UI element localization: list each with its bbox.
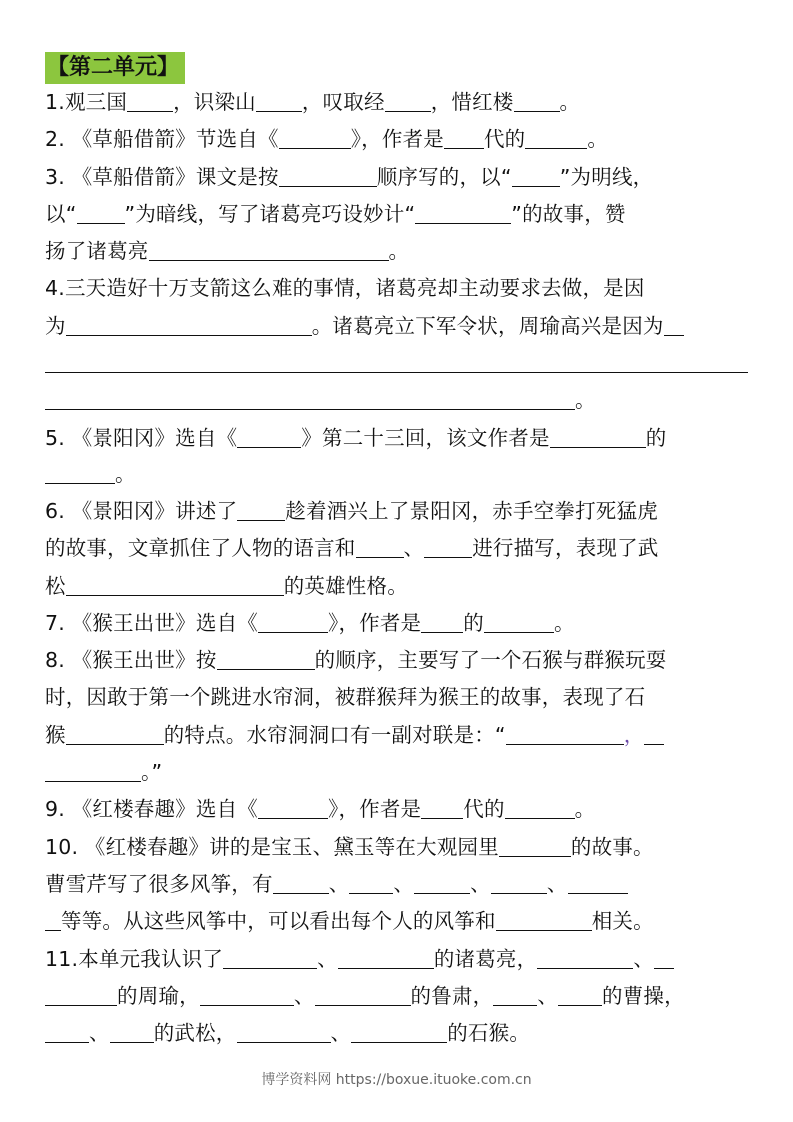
- answer-blank[interactable]: [273, 871, 329, 894]
- text: 、: [89, 1021, 110, 1046]
- answer-blank[interactable]: [45, 983, 117, 1006]
- question-5-line-1: [45, 420, 750, 456]
- answer-blank[interactable]: [66, 722, 164, 745]
- question-number: 9.: [45, 797, 65, 822]
- answer-blank[interactable]: [258, 610, 328, 633]
- text: 的顺序，主要写了一个石猴与群猴玩耍: [314, 648, 667, 673]
- question-3-line-1: [45, 159, 750, 196]
- question-8-line-1: [45, 642, 750, 679]
- text: ”的故事，赞: [511, 201, 626, 226]
- text: 观三国: [64, 90, 128, 114]
- text: 本单元我认识了: [78, 946, 224, 971]
- answer-blank[interactable]: [444, 126, 484, 149]
- text: 的特点。水帘洞洞口有一副对联是：“: [163, 722, 506, 747]
- question-8-line-4: [45, 754, 750, 791]
- text: 。诸葛亮立下军令状，周瑜高兴是因为: [311, 313, 664, 338]
- answer-blank[interactable]: [421, 796, 463, 819]
- question-number: 8.: [45, 648, 65, 673]
- text: 的故事，文章抓住了人物的语言和: [45, 536, 356, 561]
- text: 《猴王出世》选自《: [71, 610, 258, 635]
- answer-blank[interactable]: [505, 796, 575, 819]
- question-2: [45, 121, 750, 158]
- question-4-line-3: [45, 345, 750, 382]
- text: 三天造好十万支箭这么难的事情，诸葛亮却主动要求去做，是因: [64, 276, 645, 301]
- question-9: [45, 791, 750, 828]
- text: 。”: [141, 760, 163, 785]
- text: 趁着酒兴上了景阳冈，赤手空拳打死猛虎: [285, 498, 658, 523]
- text: ，识梁山: [173, 90, 256, 114]
- text: 。: [388, 239, 410, 264]
- text: 的故事。: [570, 834, 654, 859]
- answer-blank[interactable]: [217, 647, 315, 670]
- question-number: 7.: [45, 610, 65, 635]
- text: 代的: [483, 127, 526, 152]
- question-7: [45, 605, 750, 642]
- text: 为: [45, 313, 66, 338]
- question-11-line-1: [45, 941, 750, 978]
- text: 《景阳冈》选自《: [71, 425, 238, 450]
- answer-blank[interactable]: [45, 461, 115, 484]
- text: 、: [317, 946, 338, 971]
- question-3-line-2: [45, 196, 750, 233]
- answer-blank-full-line[interactable]: [45, 350, 748, 373]
- question-number: 4.: [45, 276, 65, 301]
- text: 《草船借箭》课文是按: [71, 164, 279, 189]
- text: 的石猴。: [447, 1021, 531, 1046]
- answer-blank[interactable]: [496, 908, 592, 931]
- question-6-line-1: [45, 493, 750, 530]
- answer-blank[interactable]: [127, 89, 173, 112]
- text: 《红楼春趣》讲的是宝玉、黛玉等在大观园里: [84, 834, 499, 859]
- text: 的曹操，: [602, 983, 685, 1008]
- answer-blank[interactable]: [506, 722, 624, 745]
- text: ，惜红楼: [430, 90, 514, 114]
- answer-blank[interactable]: [499, 834, 571, 857]
- text: 。: [587, 127, 609, 152]
- text: 》，作者是: [328, 797, 422, 822]
- answer-blank[interactable]: [338, 946, 434, 969]
- text: 《猴王出世》按: [71, 648, 217, 673]
- text: 以“: [45, 201, 77, 226]
- answer-blank[interactable]: [424, 535, 472, 558]
- question-4-line-2: [45, 308, 750, 345]
- answer-blank[interactable]: [66, 573, 284, 596]
- question-number: 6.: [45, 498, 65, 523]
- answer-blank[interactable]: [512, 164, 560, 187]
- text: 《景阳冈》讲述了: [71, 498, 238, 523]
- answer-blank[interactable]: [258, 796, 328, 819]
- answer-blank[interactable]: [315, 983, 411, 1006]
- answer-blank[interactable]: [558, 983, 602, 1006]
- question-10-line-2: [45, 866, 750, 903]
- answer-blank[interactable]: [644, 722, 664, 745]
- answer-blank[interactable]: [414, 871, 470, 894]
- answer-blank[interactable]: [149, 238, 389, 261]
- question-10-line-1: [45, 829, 750, 866]
- answer-blank[interactable]: [654, 946, 674, 969]
- text: 、: [546, 871, 568, 896]
- answer-blank[interactable]: [525, 126, 587, 149]
- text: 的武松，: [153, 1021, 237, 1046]
- text: 、: [330, 1021, 352, 1046]
- question-4-line-1: [45, 270, 750, 307]
- answer-blank[interactable]: [493, 983, 537, 1006]
- text: ”为明线，: [559, 164, 654, 189]
- footer-watermark: 博学资料网 https://boxue.ituoke.com.cn: [261, 1072, 532, 1088]
- answer-blank[interactable]: [537, 946, 633, 969]
- answer-blank[interactable]: [415, 201, 511, 224]
- answer-blank[interactable]: [45, 908, 61, 931]
- answer-blank[interactable]: [514, 89, 560, 112]
- text: 的鲁肃，: [410, 983, 494, 1008]
- question-number: 5.: [45, 425, 65, 450]
- answer-blank[interactable]: [200, 983, 294, 1006]
- answer-blank[interactable]: [279, 126, 351, 149]
- text: 扬了诸葛亮: [45, 239, 149, 264]
- text: 的周瑜，: [117, 983, 200, 1008]
- answer-blank[interactable]: [45, 387, 575, 410]
- question-number: 3.: [45, 164, 65, 189]
- text: 。: [115, 461, 136, 486]
- text: 顺序写的，以“: [376, 164, 512, 189]
- question-8-line-2: [45, 679, 750, 716]
- text: 。: [559, 90, 581, 114]
- answer-blank[interactable]: [110, 1020, 154, 1043]
- answer-blank[interactable]: [256, 89, 302, 112]
- text: 、: [293, 983, 315, 1008]
- answer-blank[interactable]: [349, 871, 393, 894]
- text: 的: [645, 425, 667, 450]
- text: 。: [574, 797, 596, 822]
- answer-blank[interactable]: [45, 1020, 89, 1043]
- text: 、: [537, 983, 559, 1008]
- text: 代的: [463, 797, 505, 822]
- answer-blank[interactable]: [66, 313, 312, 336]
- answer-blank[interactable]: [77, 201, 125, 224]
- question-8-line-3: [45, 717, 750, 754]
- question-number: 11.: [45, 946, 79, 971]
- text: 松: [45, 573, 66, 598]
- text: 》，作者是: [328, 610, 422, 635]
- question-number: 2.: [45, 127, 65, 152]
- text: 的: [463, 610, 484, 635]
- question-5-line-2: [45, 456, 750, 493]
- answer-blank[interactable]: [237, 425, 301, 448]
- answer-blank[interactable]: [568, 871, 628, 894]
- text: 猴: [45, 722, 66, 747]
- worksheet: [45, 52, 750, 1052]
- answer-blank[interactable]: [550, 425, 646, 448]
- text: 、: [393, 871, 415, 896]
- text: 《草船借箭》节选自《: [71, 127, 279, 152]
- text: 相关。: [591, 909, 654, 934]
- answer-blank[interactable]: [237, 498, 285, 521]
- answer-blank[interactable]: [484, 610, 554, 633]
- text: 、: [470, 871, 491, 896]
- text: 。: [553, 610, 575, 635]
- answer-blank[interactable]: [351, 1020, 447, 1043]
- question-10-line-3: [45, 903, 750, 940]
- text: 》第二十三回，该文作者是: [301, 425, 550, 450]
- answer-blank[interactable]: [279, 164, 377, 187]
- text: 等等。从这些风筝中，可以看出每个人的风筝和: [61, 909, 496, 934]
- answer-blank[interactable]: [385, 89, 431, 112]
- answer-blank[interactable]: [237, 1020, 331, 1043]
- text: 的诸葛亮，: [433, 946, 538, 971]
- text: 、: [633, 946, 655, 971]
- question-number: 1.: [45, 90, 65, 114]
- text: ，: [623, 722, 645, 747]
- answer-blank[interactable]: [356, 535, 404, 558]
- question-1: [45, 84, 750, 121]
- text: ，叹取经: [301, 90, 385, 114]
- unit-title-badge: 【第二单元】: [45, 52, 185, 84]
- answer-blank[interactable]: [491, 871, 547, 894]
- text: ”为暗线，写了诸葛亮巧设妙计“: [124, 201, 416, 226]
- text: 曹雪芹写了很多风筝，有: [45, 871, 273, 896]
- answer-blank[interactable]: [421, 610, 463, 633]
- text: 《红楼春趣》选自《: [71, 797, 258, 822]
- text: 、: [403, 536, 425, 561]
- text: 、: [328, 871, 350, 896]
- question-3-line-3: [45, 233, 750, 270]
- question-11-line-2: [45, 978, 750, 1015]
- text: 时，因敢于第一个跳进水帘洞，被群猴拜为猴王的故事，表现了石: [45, 685, 646, 710]
- question-number: 10.: [45, 834, 79, 859]
- text: 进行描写，表现了武: [472, 536, 659, 561]
- question-11-line-3: [45, 1015, 750, 1052]
- text: 》，作者是: [350, 127, 444, 152]
- text: 的英雄性格。: [283, 573, 408, 598]
- question-6-line-3: [45, 568, 750, 605]
- question-6-line-2: [45, 530, 750, 567]
- answer-blank[interactable]: [223, 946, 317, 969]
- answer-blank[interactable]: [45, 759, 141, 782]
- answer-blank[interactable]: [664, 313, 684, 336]
- question-4-line-4: [45, 382, 750, 419]
- text: 。: [575, 388, 596, 413]
